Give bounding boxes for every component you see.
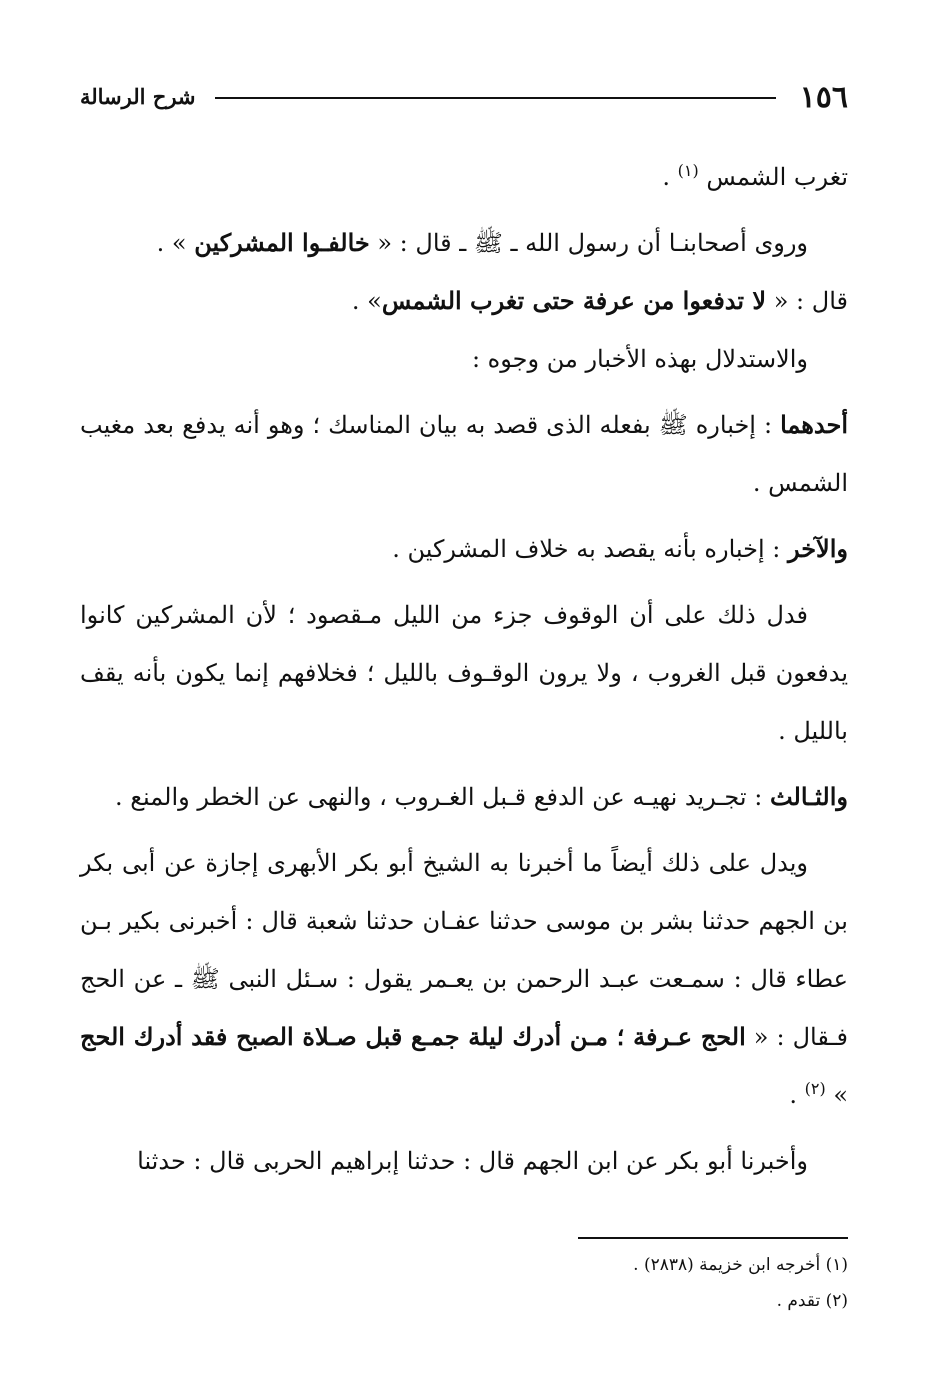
paragraph-4 bbox=[80, 330, 848, 388]
running-title: شرح الرسالة bbox=[80, 84, 196, 109]
paragraph-1-text: تغرب الشمس bbox=[706, 163, 848, 191]
paragraph-6 bbox=[80, 520, 848, 578]
header-rule bbox=[215, 97, 776, 99]
paragraph-9 bbox=[80, 834, 848, 1124]
paragraph-6-post: : إخباره بأنه يقصد به خلاف المشركين . bbox=[392, 535, 788, 563]
footnote-1: (١) أخرجه ابن خزيمة (٢٨٣٨) . bbox=[633, 1255, 848, 1275]
paragraph-5 bbox=[80, 396, 848, 512]
paragraph-9-post: » bbox=[825, 1081, 848, 1109]
paragraph-5-bold: أحدهما bbox=[780, 410, 849, 439]
paragraph-3-post: » . bbox=[351, 287, 382, 315]
footnote-rule bbox=[578, 1237, 848, 1239]
paragraph-8-bold: والثـالث bbox=[769, 782, 848, 811]
page-number: ١٥٦ bbox=[799, 80, 848, 115]
paragraph-3-pre: قال : « bbox=[766, 287, 848, 315]
page-header bbox=[80, 78, 848, 118]
paragraph-1-end: . bbox=[662, 163, 671, 191]
footnote-ref-2: (٢) bbox=[804, 1079, 826, 1098]
paragraph-3 bbox=[80, 272, 848, 330]
paragraph-3-bold: لا تدفعوا من عرفة حتى تغرب الشمس bbox=[381, 286, 767, 315]
paragraph-4-text: والاستدلال بهذه الأخبار من وجوه : bbox=[471, 345, 808, 373]
footnote-2: (٢) تقدم . bbox=[776, 1291, 848, 1311]
paragraph-7 bbox=[80, 586, 848, 760]
paragraph-9-pre: ويدل على ذلك أيضاً ما أخبرنا به الشيخ أبو بكر الأبهرى إجازة عن أبى بكر بن الجهم حدثنا بشر بن موسى حدثنا عفـان حدثنا شعبة قال : أخبرنى بكير بـن عطاء قال : سمـعت عبـد الرحمن بن يعـمر يقول : سـئل النبى ﷺ ـ عن الحج فـقال : « bbox=[80, 849, 848, 1051]
paragraph-7-text: فدل ذلك على أن الوقوف جزء من الليل مـقصود ؛ لأن المشركين كانوا يدفعون قبل الغروب ، ولا يرون الوقـوف بالليل ؛ فخلافهم إنما يكون بأنه يقف بالليل . bbox=[80, 601, 848, 745]
paragraph-2-pre: وروى أصحابنـا أن رسول الله ـ ﷺ ـ قال : « bbox=[369, 229, 808, 257]
paragraph-8-post: : تجـريد نهيـه عن الدفع قـبل الغـروب ، والنهى عن الخطر والمنع . bbox=[115, 783, 770, 811]
paragraph-6-bold: والآخر bbox=[787, 534, 848, 563]
paragraph-9-bold: الحج عـرفة ؛ مـن أدرك ليلة جمـع قبل صـلاة الصبح فقد أدرك الحج bbox=[80, 1022, 746, 1051]
paragraph-2-bold: خالفـوا المشركين bbox=[194, 228, 370, 257]
paragraph-8 bbox=[80, 768, 848, 826]
paragraph-2 bbox=[80, 214, 848, 272]
body-text bbox=[80, 148, 848, 1190]
paragraph-10-text: وأخبرنا أبو بكر عن ابن الجهم قال : حدثنا إبراهيم الحربى قال : حدثنا bbox=[137, 1147, 808, 1175]
footnote-ref-1: (١) bbox=[677, 161, 699, 180]
paragraph-5-post: : إخباره ﷺ بفعله الذى قصد به بيان المناسك ؛ وهو أنه يدفع بعد مغيب الشمس . bbox=[80, 411, 848, 497]
footnotes bbox=[548, 1237, 848, 1319]
paragraph-2-post: » . bbox=[156, 229, 195, 257]
paragraph-9-end: . bbox=[789, 1081, 805, 1109]
paragraph-10 bbox=[80, 1132, 848, 1190]
paragraph-1 bbox=[80, 148, 848, 206]
